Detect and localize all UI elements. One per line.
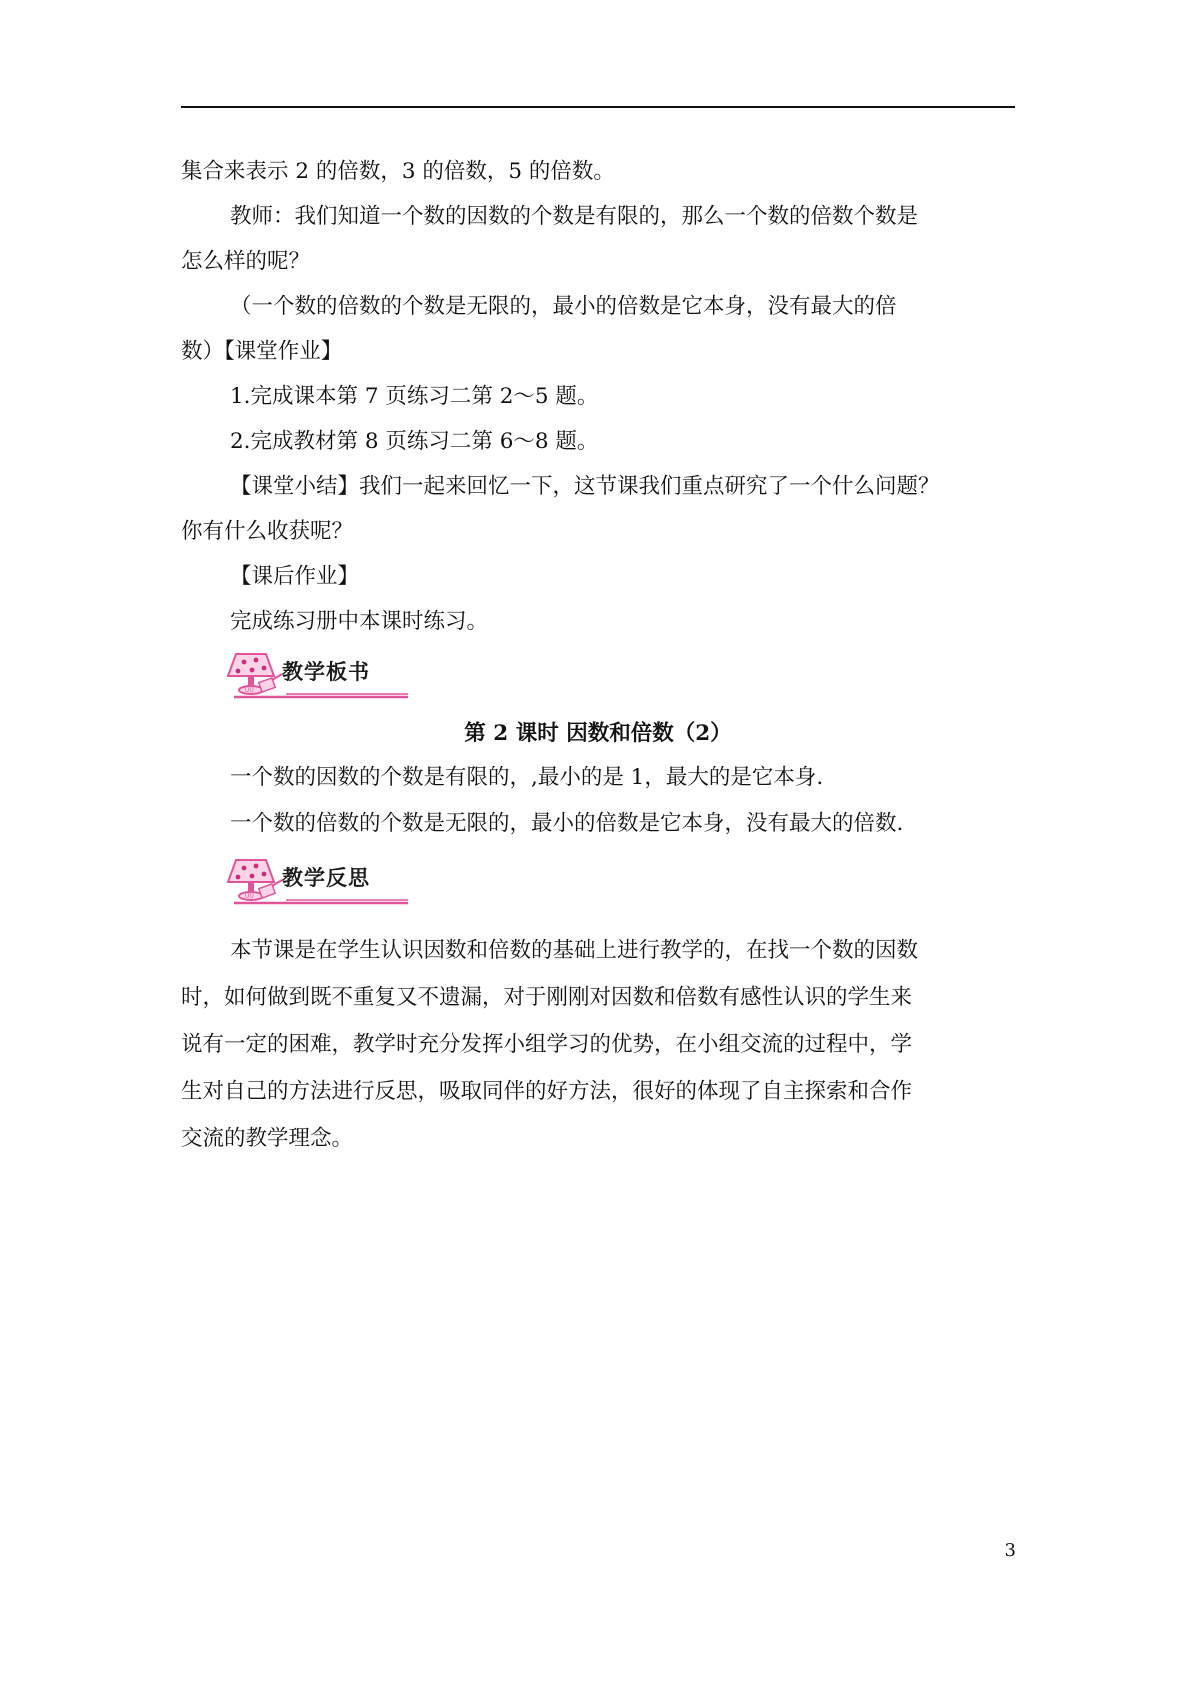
section-title: 第 2 课时 因数和倍数（2） <box>464 721 732 746</box>
page-number: 3 <box>1004 1540 1016 1561</box>
paragraph-line: 完成练习册中本课时练习。 <box>230 609 489 634</box>
reflection-line: 生对自己的方法进行反思，吸取同伴的好方法，很好的体现了自主探索和合作 <box>181 1079 913 1104</box>
svg-text:UU: UU <box>245 894 254 900</box>
svg-text:UU: UU <box>245 688 254 694</box>
paragraph-line: 1.完成课本第 7 页练习二第 2～5 题。 <box>230 384 599 409</box>
badge-label: 教学板书 <box>282 660 370 684</box>
reflection-line: 说有一定的困难，教学时充分发挥小组学习的优势，在小组交流的过程中，学 <box>181 1032 913 1057</box>
header-rule <box>181 106 1015 108</box>
paragraph-line: 集合来表示 2 的倍数，3 的倍数，5 的倍数。 <box>181 159 615 184</box>
paragraph-line: 怎么样的呢？ <box>181 249 311 274</box>
board-line: 一个数的因数的个数是有限的，,最小的是 1，最大的是它本身. <box>230 765 824 790</box>
reflection-line: 本节课是在学生认识因数和倍数的基础上进行教学的，在找一个数的因数 <box>230 938 919 963</box>
reflection-line: 时，如何做到既不重复又不遗漏，对于刚刚对因数和倍数有感性认识的学生来 <box>181 985 913 1010</box>
board-line: 一个数的倍数的个数是无限的，最小的倍数是它本身，没有最大的倍数. <box>230 811 904 836</box>
paragraph-line: 数）【课堂作业】 <box>181 339 343 364</box>
section-badge-reflection <box>226 852 412 908</box>
paragraph-line: 2.完成教材第 8 页练习二第 6～8 题。 <box>230 429 599 454</box>
paragraph-line: （一个数的倍数的个数是无限的，最小的倍数是它本身，没有最大的倍 <box>230 294 897 319</box>
paragraph-line: 你有什么收获呢？ <box>181 519 354 544</box>
paragraph-line: 【课后作业】 <box>230 564 360 589</box>
section-badge-board <box>226 646 412 702</box>
badge-label: 教学反思 <box>282 866 370 890</box>
paragraph-line: 教师：我们知道一个数的因数的个数是有限的，那么一个数的倍数个数是 <box>230 204 919 229</box>
reflection-line: 交流的教学理念。 <box>181 1126 354 1151</box>
paragraph-line: 【课堂小结】我们一起来回忆一下，这节课我们重点研究了一个什么问题？ <box>230 474 940 499</box>
